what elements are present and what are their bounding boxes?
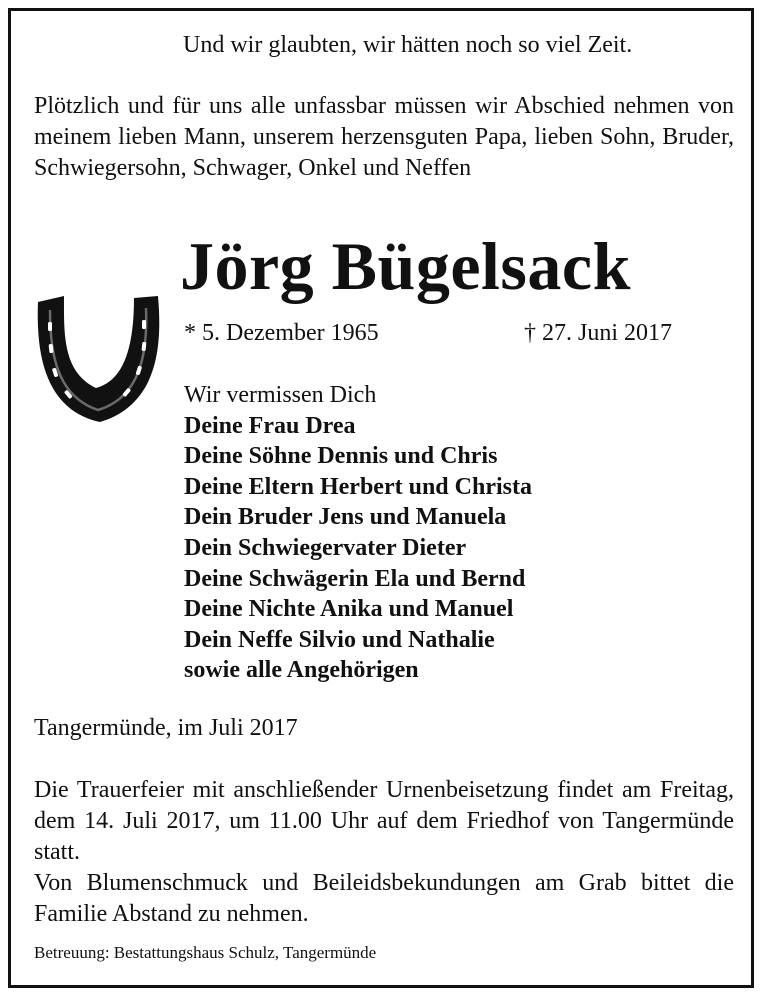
birth-date: * 5. Dezember 1965 [184, 320, 379, 346]
intro-text: Plötzlich und für uns alle unfassbar müssen wir Abschied nehmen von meinem lieben Mann, unserem herzensguten Papa, lieben Sohn, Bruder, Schwiegersohn, Schwager, Onkel und Neffen [34, 93, 734, 181]
motto: Und wir glaubten, wir hätten noch so viel Zeit. [183, 32, 633, 58]
place-date: Tangermünde, im Juli 2017 [34, 715, 298, 741]
mourner-line: Deine Eltern Herbert und Christa [184, 473, 532, 500]
deceased-name: Jörg Bügelsack [180, 228, 631, 304]
mourner-line: sowie alle Angehörigen [184, 657, 419, 684]
mourner-line: Dein Bruder Jens und Manuela [184, 504, 507, 531]
mourners-intro: Wir vermissen Dich [184, 382, 377, 408]
service-info [34, 775, 734, 930]
death-date: † 27. Juni 2017 [524, 320, 673, 346]
ceremony-text: Die Trauerfeier mit anschließender Urnenbeisetzung findet am Freitag, dem 14. Juli 2017, um 11.00 Uhr auf dem Friedhof von Tangermünde statt. [34, 777, 734, 865]
flowers-text: Von Blumenschmuck und Beileidsbekundungen am Grab bittet die Familie Abstand zu nehmen. [34, 870, 734, 927]
funeral-home-credit: Betreuung: Bestattungshaus Schulz, Tangermünde [34, 943, 377, 962]
mourner-line: Deine Söhne Dennis und Chris [184, 443, 498, 470]
mourner-line: Dein Schwiegervater Dieter [184, 534, 467, 561]
horseshoe-icon [34, 292, 164, 428]
mourner-line: Deine Frau Drea [184, 412, 356, 439]
mourners-list [184, 380, 532, 686]
mourner-line: Deine Schwägerin Ela und Bernd [184, 565, 526, 592]
mourner-line: Deine Nichte Anika und Manuel [184, 596, 514, 623]
mourner-line: Dein Neffe Silvio und Nathalie [184, 626, 495, 653]
